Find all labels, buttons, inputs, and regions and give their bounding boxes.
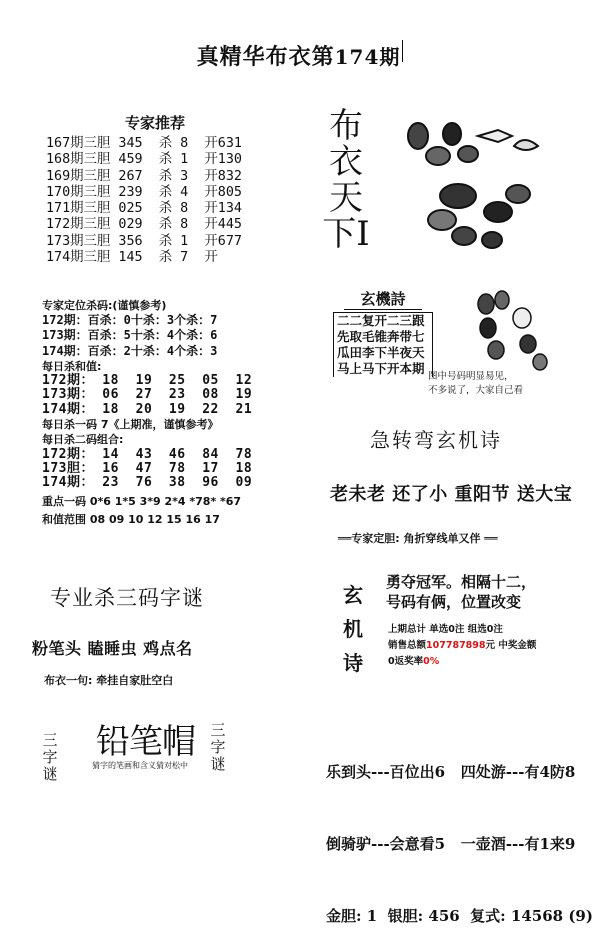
poem-title: 玄機詩 [344, 288, 422, 310]
kill-sum-heading: 每日杀和值: [42, 359, 102, 373]
kill-position-row: 172期：百杀：0十杀：3个杀：7 [42, 313, 218, 328]
three-char-riddle-label: 三字谜 [42, 731, 58, 783]
kill-codes-block [42, 298, 252, 527]
kill-sum-row: 173期： 06 27 23 08 19 [42, 387, 253, 403]
key-code-row: 重点一码 0*6 1*5 3*9 2*4 *78* *67 [42, 494, 242, 508]
return-rate-row [388, 654, 536, 670]
hint-line: 乐到头---百位出6 四处游---有4防8 [326, 763, 576, 781]
title-tick [402, 40, 403, 62]
recommend-row: 169期三胆 267 杀 3 开832 [46, 168, 242, 184]
poem-line: 先取毛锥奔带七 [337, 329, 425, 344]
buyi-vertical-title: 布衣天下Ⅰ [322, 106, 370, 254]
expert-dan-line: ══专家定胆: 角折穿线单又伴 ══ [338, 532, 498, 545]
small-picture-puzzle-illustration [466, 288, 556, 378]
kill-position-row: 174期：百杀：2十杀：4个杀：3 [42, 343, 218, 358]
xuanji-label: 玄机诗 [343, 583, 363, 675]
buyi-sentence: 布衣一句: 牵挂自家肚空白 [44, 674, 174, 687]
sales-info [388, 622, 536, 670]
xuanji-line: 勇夺冠军。相隔十二， [386, 573, 537, 591]
sales-total-row [388, 638, 536, 654]
recommend-heading: 专家推荐 [124, 114, 185, 132]
sales-amount: 107787898 [426, 640, 486, 651]
issue-number: 174期 [334, 45, 401, 69]
riddle-section-title: 专业杀三码字谜 [50, 586, 204, 610]
kill-combo-row: 173胆： 16 47 78 17 18 [42, 461, 253, 477]
three-char-riddle-label: 三字谜 [210, 721, 226, 773]
picture-puzzle-illustration [398, 116, 598, 276]
recommend-row: 174期三胆 145 杀 7 开 [46, 250, 218, 266]
recommend-row: 173期三胆 356 杀 1 开677 [46, 233, 242, 249]
last-issue-stats: 上期总计 单选0注 组选0注 [388, 624, 503, 635]
kill-position-row: 173期：百杀：5十杀：4个杀：6 [42, 328, 218, 343]
riddle-hint: 猜字的笔画和含义猜对松中 [92, 761, 188, 770]
poem-lines [333, 312, 433, 377]
return-rate-label: 0返奖率 [388, 656, 424, 667]
note-line: 不多说了，大家自己看 [428, 385, 524, 396]
recommend-table [46, 136, 242, 266]
riddle-answer-word: 铅笔帽 [96, 722, 195, 762]
prize-label: 元 中奖金额 [485, 640, 537, 651]
riddle-line: 老未老 还了小 重阳节 送大宝 [330, 484, 573, 505]
recommend-row: 170期三胆 239 杀 4 开805 [46, 184, 242, 200]
page-title [0, 40, 600, 71]
picture-note [424, 370, 594, 398]
kill-combo-row: 174期： 23 76 38 96 09 [42, 475, 253, 491]
recommend-row: 172期三胆 029 杀 8 开445 [46, 217, 242, 233]
kill-combo-row: 172期： 14 43 46 84 78 [42, 446, 253, 462]
bottom-hints [326, 712, 593, 952]
sum-range-row: 和值范围 08 09 10 12 15 16 17 [42, 513, 220, 527]
note-line: 图中号码明显易见， [428, 371, 514, 382]
hint-line: 倒骑驴---会意看5 一壶酒---有1来9 [326, 835, 576, 853]
kill-sum-row: 174期： 18 20 19 22 21 [42, 401, 253, 417]
hint-line: 金胆: 1 银胆: 456 复式: 14568 (9) [326, 907, 593, 925]
kill-sum-row: 172期： 18 19 25 05 12 [42, 373, 253, 389]
kill-combo-heading: 每日杀二码组合: [42, 433, 124, 447]
kill-position-heading: 专家定位杀码:(谨慎参考) [42, 299, 167, 312]
recommend-row: 171期三胆 025 杀 8 开134 [46, 201, 242, 217]
xuanji-poem-box [333, 288, 433, 377]
poem-line: 二二复开二三跟 [337, 313, 425, 328]
kill-one-heading: 每日杀一码 7《上期准，谨慎参考》 [42, 418, 219, 432]
xuanji-lines [386, 572, 536, 612]
poem-line: 马上马下开本期 [337, 361, 425, 376]
return-rate-value: 0% [423, 656, 440, 667]
riddle-words: 粉笔头 瞌睡虫 鸡点名 [32, 639, 193, 658]
recommend-row: 167期三胆 345 杀 8 开631 [46, 136, 242, 151]
riddle-poem-heading: 急转弯玄机诗 [370, 428, 502, 452]
recommend-row: 168期三胆 459 杀 1 开130 [46, 152, 242, 168]
poem-line: 瓜田李下半夜天 [337, 345, 425, 360]
title-text: 真精华布衣第 [196, 44, 335, 70]
xuanji-line: 号码有俩，位置改变 [386, 593, 522, 611]
sales-label: 销售总额 [388, 640, 427, 651]
